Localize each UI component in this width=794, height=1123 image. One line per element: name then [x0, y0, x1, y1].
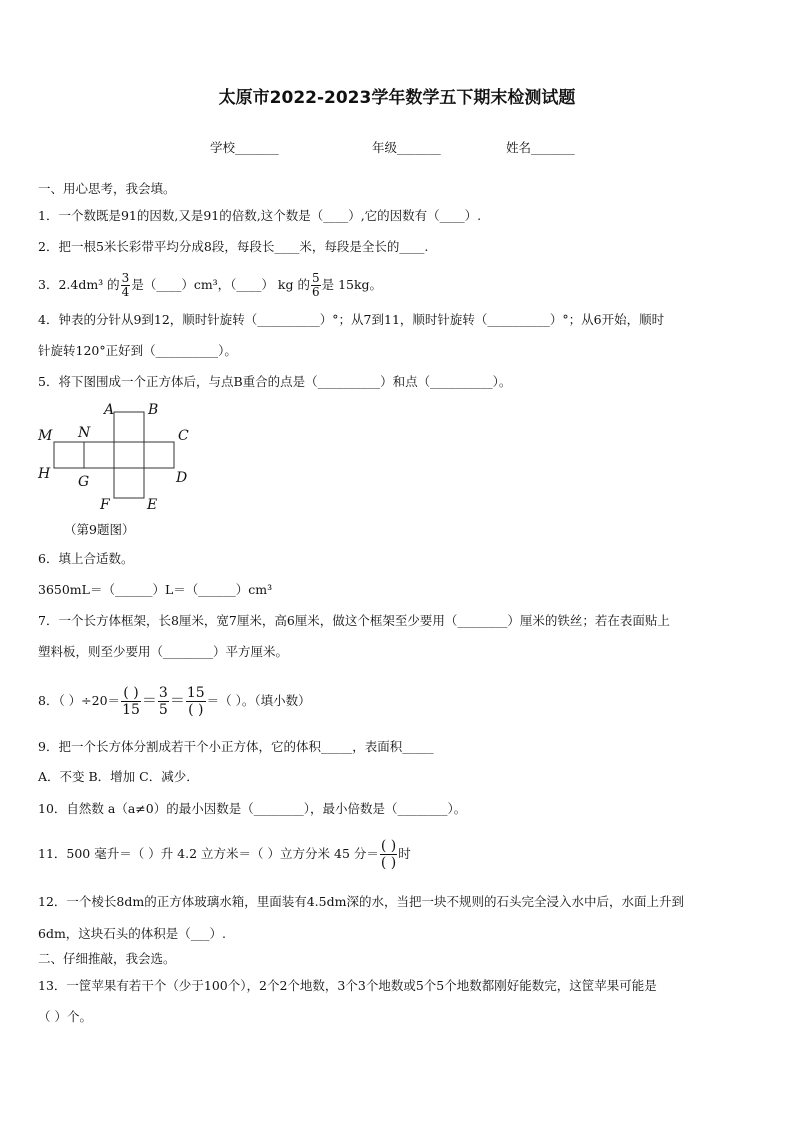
label-A: A [104, 402, 115, 418]
section-heading-1: 一、用心思考，我会填。 [38, 181, 176, 196]
question-2: 2．把一根5米长彩带平均分成8段，每段长____米，每段是全长的____. [38, 239, 429, 254]
q8-fraction-2-denominator: 5 [158, 702, 168, 718]
label-C: C [178, 428, 189, 444]
label-N: N [78, 425, 91, 441]
question-8 [38, 678, 311, 722]
q3-fraction-1-numerator: 3 [121, 271, 130, 286]
net-square-top [114, 412, 144, 442]
name-field: 姓名_______ [506, 140, 575, 155]
label-H: H [38, 466, 51, 482]
q8-fraction-1 [121, 685, 141, 718]
q11-text-a: 11．500 毫升＝（ ）升 4.2 立方米＝（ ）立方分米 45 分＝ [38, 846, 379, 861]
grade-field: 年级_______ [372, 140, 441, 155]
q11-fraction-denominator: ( ) [380, 855, 397, 871]
net-square-bottom [114, 468, 144, 498]
label-F: F [100, 497, 110, 513]
q8-fraction-2-numerator: 3 [158, 684, 168, 701]
q8-fraction-1-denominator: 15 [122, 702, 140, 718]
page-title: 太原市2022-2023学年数学五下期末检测试题 [218, 88, 576, 108]
net-square-3 [114, 442, 144, 468]
q3-text-b: 是（____）cm³，（____） kg 的 [131, 277, 310, 292]
q3-fraction-1 [121, 272, 131, 298]
q11-fraction-numerator: ( ) [380, 837, 397, 854]
q8-fraction-3 [186, 685, 206, 718]
label-G: G [78, 474, 90, 490]
question-13-line-1: 13．一筐苹果有若干个（少于100个），2个2个地数，3个3个地数或5个5个地数都刚好能数完，这筐苹果可能是 [38, 978, 657, 993]
q11-text-b: 时 [398, 846, 411, 861]
q8-fraction-1-numerator: ( ) [121, 685, 141, 702]
q3-fraction-1-denominator: 4 [121, 285, 130, 299]
label-M: M [38, 428, 53, 444]
question-9: 9．把一个长方体分割成若干个小正方体，它的体积_____，表面积_____ [38, 739, 434, 754]
question-7-line-1: 7．一个长方体框架，长8厘米，宽7厘米，高6厘米，做这个框架至少要用（________）厘米的铁丝；若在表面贴上 [38, 613, 670, 628]
question-4-line-1: 4．钟表的分针从9到12，顺时针旋转（__________）°；从7到11，顺时针旋转（__________）°；从6开始，顺时 [38, 312, 665, 327]
q3-fraction-2 [311, 272, 321, 298]
q3-text-a: 3．2.4dm³ 的 [38, 277, 120, 292]
q11-fraction [380, 838, 397, 871]
q8-text-a: 8．（ ）÷20＝ [38, 693, 121, 708]
q3-text-c: 是 15kg。 [321, 277, 383, 292]
q8-equals-2: ＝ [169, 691, 185, 709]
label-E: E [147, 497, 158, 513]
q8-fraction-2 [158, 685, 169, 718]
question-12-line-1: 12．一个棱长8dm的正方体玻璃水箱，里面装有4.5dm深的水，当把一块不规则的石头完全浸入水中后，水面上升到 [38, 894, 684, 909]
q3-fraction-2-numerator: 5 [311, 271, 320, 286]
question-10: 10．自然数 a（a≠0）的最小因数是（________），最小倍数是（________）。 [38, 801, 467, 816]
question-7-line-2: 塑料板，则至少要用（________）平方厘米。 [38, 644, 289, 659]
section-heading-2: 二、仔细推敲，我会选。 [38, 951, 176, 966]
label-D: D [176, 470, 188, 486]
question-6: 6．填上合适数。 [38, 551, 134, 566]
question-6-blanks: 3650mL＝（______）L＝（______）cm³ [38, 582, 273, 597]
question-4-line-2: 针旋转120°正好到（__________）。 [38, 343, 237, 358]
q8-equals-1: ＝ [141, 691, 157, 709]
question-9-options: A．不变 B．增加 C．减少． [38, 769, 199, 784]
q8-text-b: ＝（ ）。（填小数） [206, 693, 311, 708]
question-3 [38, 268, 382, 302]
question-12-line-2: 6dm，这块石头的体积是（___）. [38, 926, 227, 941]
label-B: B [148, 402, 159, 418]
q8-fraction-3-numerator: 15 [186, 684, 205, 701]
question-11 [38, 832, 411, 876]
school-field: 学校_______ [210, 140, 279, 155]
q3-fraction-2-denominator: 6 [311, 285, 320, 299]
net-square-4 [144, 442, 174, 468]
question-5: 5．将下图围成一个正方体后，与点B重合的点是（__________）和点（__________）。 [38, 374, 512, 389]
question-13-line-2: （ ）个。 [38, 1009, 92, 1024]
question-1: 1．一个数既是91的因数,又是91的倍数,这个数是（____）,它的因数有（____）. [38, 208, 482, 223]
net-square-2 [84, 442, 114, 468]
q8-fraction-3-denominator: ( ) [188, 702, 204, 718]
figure-caption: （第9题图） [64, 522, 135, 537]
net-square-1 [54, 442, 84, 468]
